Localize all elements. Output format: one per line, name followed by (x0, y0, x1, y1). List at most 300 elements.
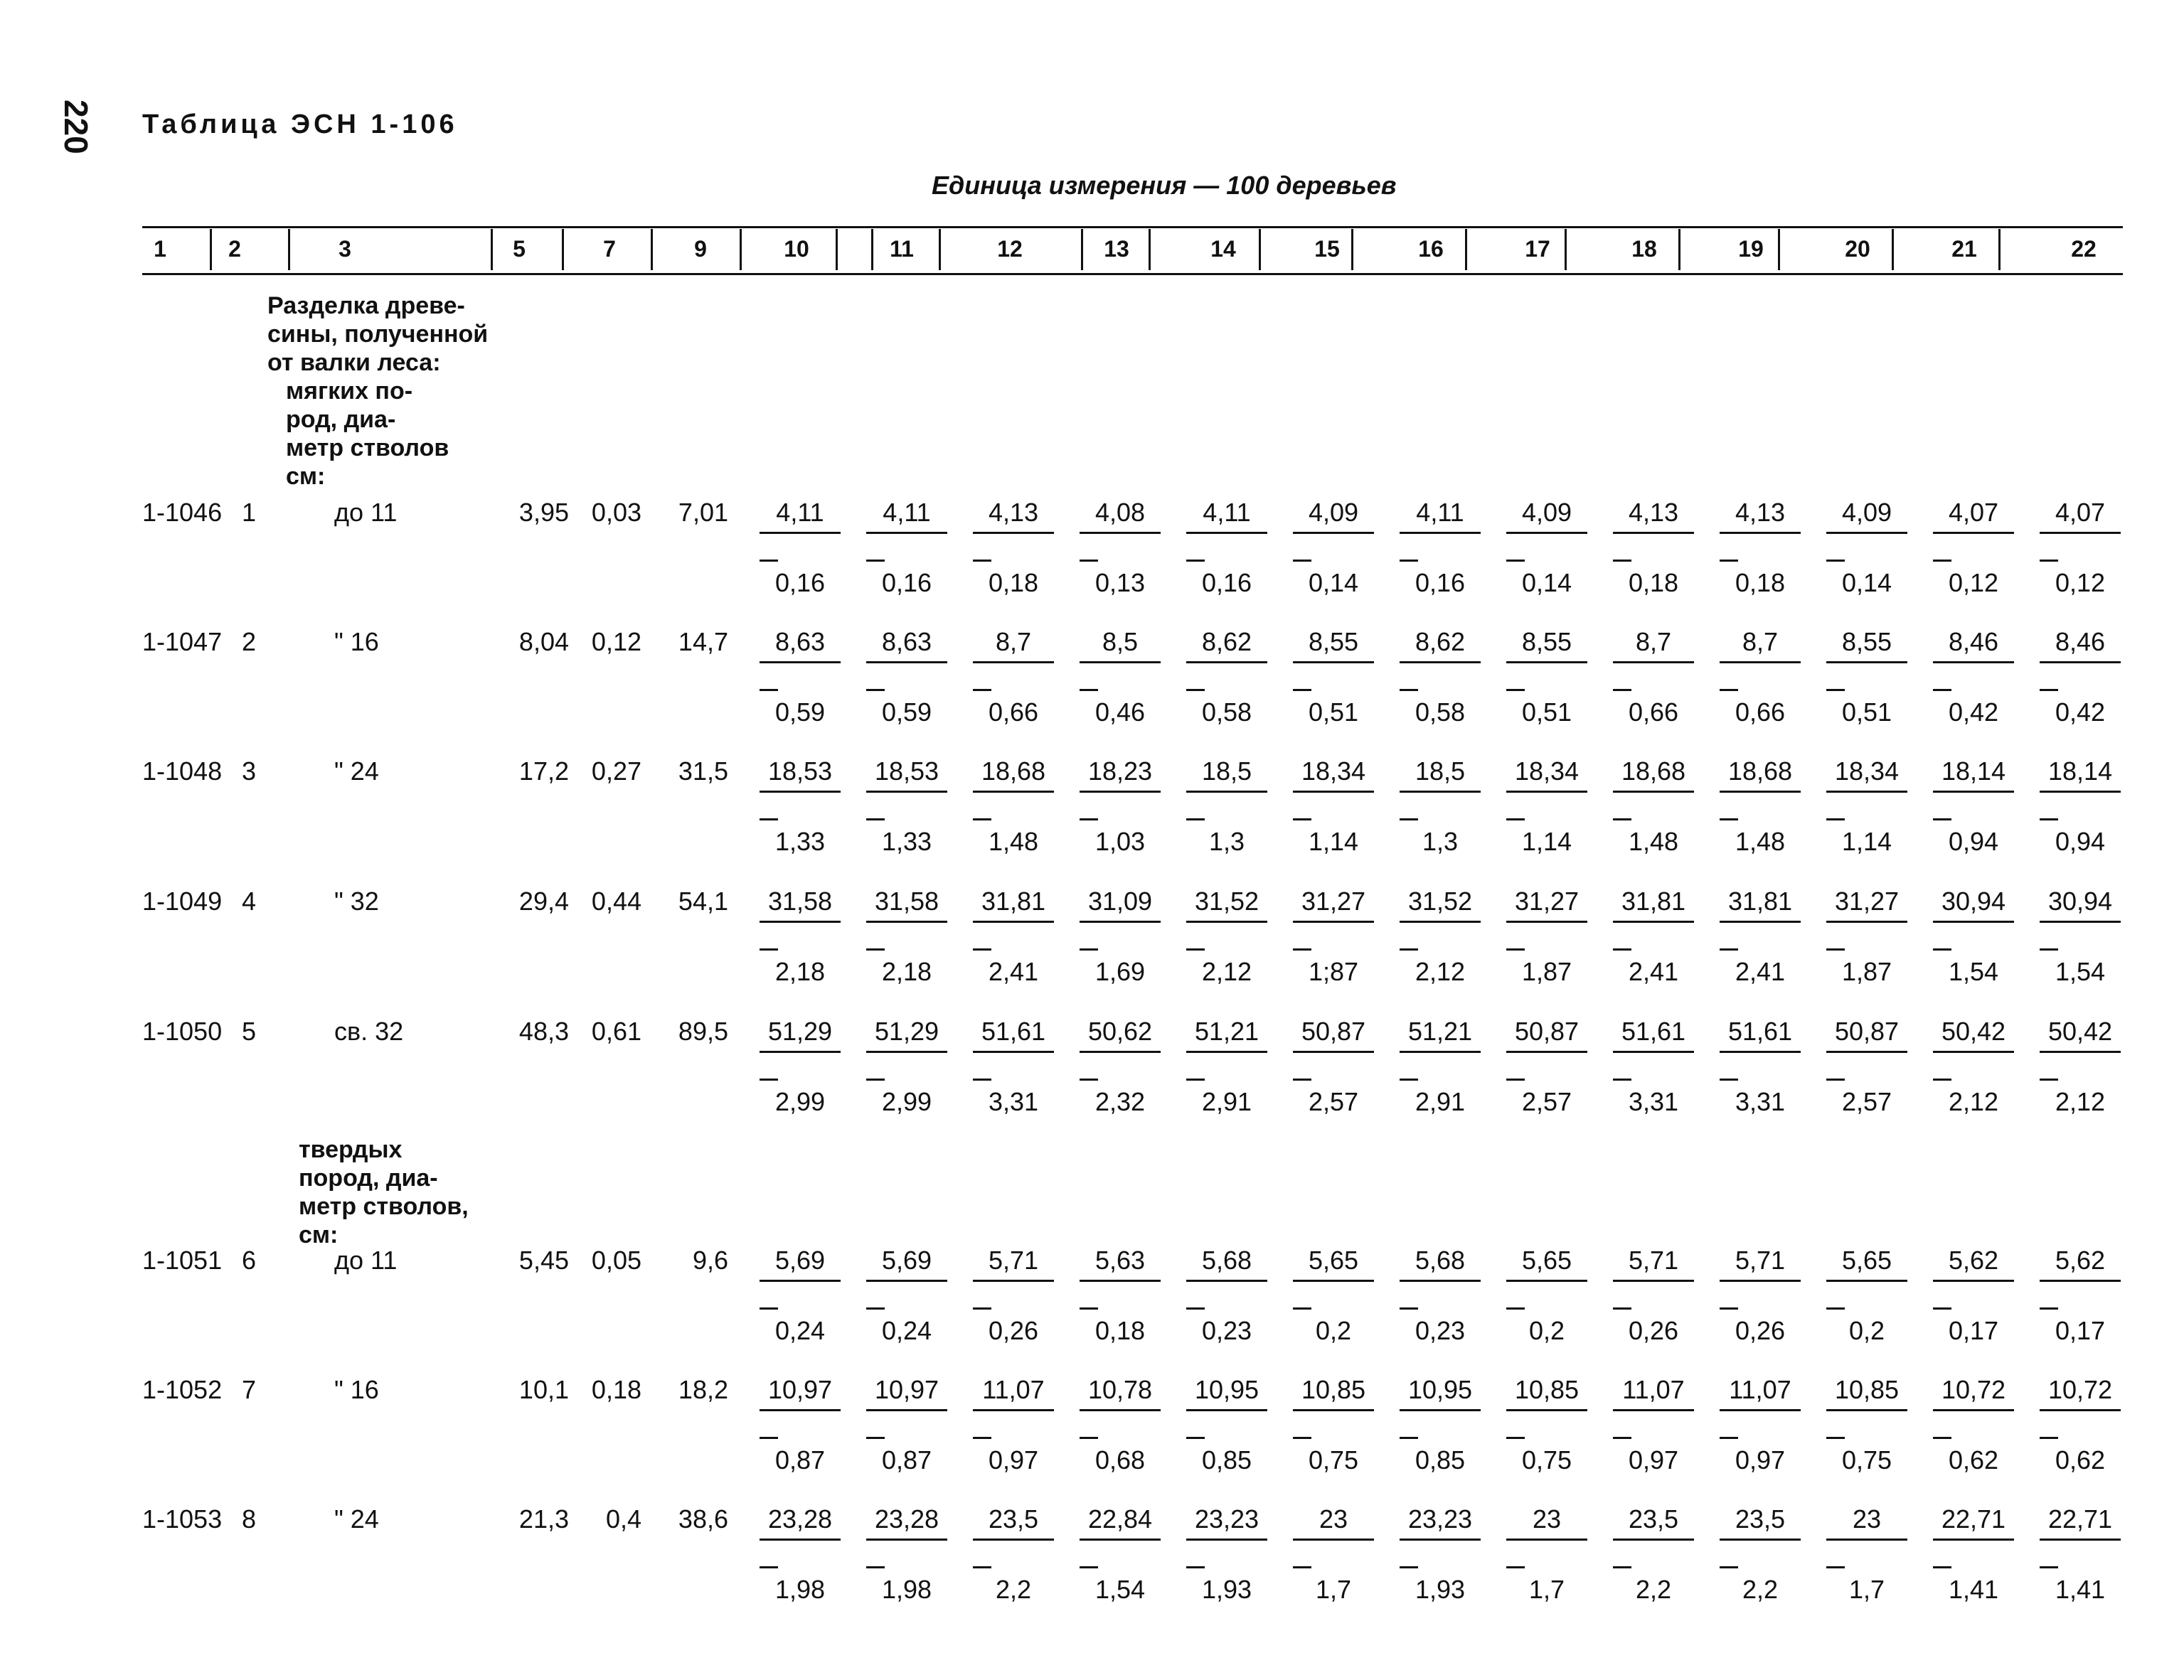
fraction-bar (1720, 1051, 1801, 1084)
fraction-bar (1826, 1409, 1907, 1443)
row-number: 2 (242, 627, 257, 656)
row-number: 3 (242, 756, 257, 786)
fraction-denominator: 1,54 (1094, 1575, 1146, 1604)
fraction-bar (1613, 1051, 1694, 1084)
fraction-denominator: 2,99 (881, 1087, 932, 1116)
fraction-denominator: 0,17 (1948, 1316, 1999, 1345)
row-number: 1 (242, 498, 257, 527)
fraction-denominator: 1,98 (774, 1575, 826, 1604)
header-bottom-rule (142, 273, 2123, 275)
fraction-cell (1607, 1246, 1700, 1346)
fraction-cell (1181, 627, 1273, 727)
fraction-bar (1400, 921, 1481, 954)
fraction-bar (1506, 1539, 1587, 1572)
fraction-numerator: 8,7 (995, 627, 1032, 656)
fraction-denominator: 0,94 (2055, 827, 2106, 856)
fraction-denominator: 0,42 (1948, 697, 1999, 727)
col7-value: 0,27 (591, 756, 641, 786)
fraction-bar (1080, 661, 1161, 695)
fraction-cell (754, 1017, 846, 1117)
fraction-bar (1293, 921, 1374, 954)
col5-value: 29,4 (518, 887, 569, 916)
fraction-bar (1080, 1051, 1161, 1084)
fraction-cell (1287, 1017, 1380, 1117)
fraction-cell (967, 498, 1060, 598)
fraction-denominator: 0,16 (1201, 568, 1252, 597)
fraction-bar (1080, 1280, 1161, 1313)
fraction-bar (1186, 661, 1267, 695)
fraction-denominator: 0,18 (1094, 1316, 1146, 1345)
fraction-cell (1394, 627, 1486, 727)
fraction-cell (1181, 498, 1273, 598)
fraction-bar (2040, 1051, 2121, 1084)
column-header: 19 (1738, 236, 1764, 262)
row-number: 4 (242, 887, 257, 916)
fraction-numerator: 31,81 (1727, 887, 1793, 916)
fraction-cell (1607, 498, 1700, 598)
diameter-label: " 24 (334, 1504, 379, 1534)
section-soft-wood-description (267, 291, 488, 491)
fraction-cell (1501, 887, 1593, 987)
fraction-numerator: 5,65 (1521, 1246, 1572, 1275)
fraction-cell (1181, 1375, 1273, 1475)
fraction-denominator: 1,41 (1948, 1575, 1999, 1604)
fraction-numerator: 31,58 (767, 887, 833, 916)
column-header: 16 (1418, 236, 1444, 262)
fraction-numerator: 8,7 (1742, 627, 1779, 656)
fraction-denominator: 2,41 (988, 957, 1039, 986)
fraction-denominator: 0,94 (1948, 827, 1999, 856)
fraction-cell (2034, 1017, 2126, 1117)
fraction-cell (861, 1246, 953, 1346)
fraction-cell (754, 1504, 846, 1605)
fraction-bar (1933, 1280, 2014, 1313)
fraction-bar (1293, 791, 1374, 824)
diameter-label: св. 32 (334, 1017, 404, 1046)
fraction-denominator: 1,69 (1094, 957, 1146, 986)
fraction-numerator: 4,09 (1521, 498, 1572, 527)
col9-value: 7,01 (678, 498, 728, 527)
fraction-numerator: 23 (1532, 1504, 1562, 1534)
fraction-cell (1501, 1246, 1593, 1346)
fraction-denominator: 2,57 (1521, 1087, 1572, 1116)
fraction-denominator: 0,59 (881, 697, 932, 727)
fraction-numerator: 4,07 (2055, 498, 2106, 527)
column-separator (1565, 229, 1567, 270)
fraction-cell (1607, 627, 1700, 727)
fraction-bar (1293, 661, 1374, 695)
fraction-denominator: 1,03 (1094, 827, 1146, 856)
fraction-cell (1501, 1017, 1593, 1117)
fraction-bar (1613, 532, 1694, 565)
fraction-bar (1826, 661, 1907, 695)
fraction-cell (967, 1375, 1060, 1475)
row-number: 8 (242, 1504, 257, 1534)
fraction-bar (1506, 1409, 1587, 1443)
fraction-denominator: 0,51 (1308, 697, 1359, 727)
norm-code: 1-1048 (142, 756, 223, 786)
desc-line: твердых (299, 1136, 403, 1163)
fraction-numerator: 31,27 (1834, 887, 1900, 916)
fraction-denominator: 0,59 (774, 697, 826, 727)
fraction-cell (861, 1504, 953, 1605)
fraction-denominator: 0,2 (1528, 1316, 1565, 1345)
fraction-cell (754, 1375, 846, 1475)
fraction-bar (1080, 1409, 1161, 1443)
fraction-cell (1394, 1017, 1486, 1117)
fraction-bar (1826, 921, 1907, 954)
fraction-denominator: 1,33 (774, 827, 826, 856)
fraction-bar (1613, 1280, 1694, 1313)
fraction-denominator: 1,87 (1841, 957, 1892, 986)
column-header: 14 (1210, 236, 1236, 262)
column-header: 21 (1951, 236, 1977, 262)
fraction-bar (1186, 1280, 1267, 1313)
fraction-numerator: 8,55 (1521, 627, 1572, 656)
fraction-cell (1821, 627, 1913, 727)
fraction-denominator: 0,26 (1628, 1316, 1679, 1345)
fraction-cell (2034, 627, 2126, 727)
fraction-numerator: 5,71 (988, 1246, 1039, 1275)
fraction-denominator: 0,18 (988, 568, 1039, 597)
fraction-denominator: 1,48 (988, 827, 1039, 856)
fraction-cell (1927, 627, 2020, 727)
fraction-bar (2040, 1409, 2121, 1443)
fraction-numerator: 18,53 (767, 756, 833, 786)
fraction-denominator: 0,66 (1735, 697, 1786, 727)
fraction-denominator: 2,91 (1415, 1087, 1466, 1116)
fraction-bar (1293, 1409, 1374, 1443)
norm-code: 1-1046 (142, 498, 223, 527)
col7-value: 0,05 (591, 1246, 641, 1275)
fraction-cell (1074, 1504, 1166, 1605)
fraction-denominator: 0,14 (1521, 568, 1572, 597)
column-separator (1465, 229, 1467, 270)
fraction-cell (1821, 1375, 1913, 1475)
fraction-numerator: 23,23 (1407, 1504, 1473, 1534)
fraction-denominator: 3,31 (988, 1087, 1039, 1116)
fraction-bar (1506, 532, 1587, 565)
fraction-cell (1181, 756, 1273, 857)
fraction-cell (1181, 1504, 1273, 1605)
fraction-numerator: 50,62 (1087, 1017, 1153, 1046)
fraction-numerator: 23,5 (1628, 1504, 1679, 1534)
col9-value: 18,2 (678, 1375, 728, 1404)
diameter-label: " 24 (334, 756, 379, 786)
desc-line: сины, полученной (267, 321, 489, 348)
fraction-numerator: 10,95 (1194, 1375, 1259, 1404)
desc-line: пород, диа- (299, 1165, 438, 1192)
fraction-cell (861, 627, 953, 727)
fraction-denominator: 3,31 (1735, 1087, 1786, 1116)
fraction-numerator: 31,52 (1407, 887, 1473, 916)
row-number: 6 (242, 1246, 257, 1275)
fraction-numerator: 50,87 (1514, 1017, 1580, 1046)
fraction-bar (1293, 1280, 1374, 1313)
fraction-numerator: 50,87 (1301, 1017, 1366, 1046)
fraction-denominator: 2,32 (1094, 1087, 1146, 1116)
fraction-numerator: 18,34 (1301, 756, 1366, 786)
fraction-bar (760, 1409, 841, 1443)
fraction-bar (2040, 532, 2121, 565)
column-header: 9 (694, 236, 707, 262)
fraction-cell (1714, 1375, 1806, 1475)
fraction-denominator: 2,12 (1201, 957, 1252, 986)
desc-line: от валки леса: (267, 349, 441, 376)
fraction-cell (1927, 1246, 2020, 1346)
fraction-numerator: 8,62 (1415, 627, 1466, 656)
fraction-numerator: 31,09 (1087, 887, 1153, 916)
fraction-bar (866, 921, 947, 954)
column-header: 11 (890, 236, 914, 262)
fraction-cell (861, 1375, 953, 1475)
fraction-cell (2034, 1504, 2126, 1605)
column-separator (1778, 229, 1780, 270)
fraction-cell (1607, 756, 1700, 857)
fraction-numerator: 51,21 (1194, 1017, 1259, 1046)
fraction-numerator: 8,7 (1635, 627, 1672, 656)
fraction-denominator: 2,57 (1308, 1087, 1359, 1116)
norm-code: 1-1051 (142, 1246, 223, 1275)
fraction-numerator: 18,34 (1514, 756, 1580, 786)
fraction-bar (1400, 1409, 1481, 1443)
fraction-cell (1287, 627, 1380, 727)
fraction-numerator: 8,46 (2055, 627, 2106, 656)
fraction-bar (973, 791, 1054, 824)
fraction-cell (861, 756, 953, 857)
fraction-cell (1181, 1246, 1273, 1346)
desc-line: см: (286, 463, 326, 490)
fraction-cell (1607, 887, 1700, 987)
header-top-rule (142, 226, 2123, 228)
fraction-denominator: 0,26 (1735, 1316, 1786, 1345)
fraction-bar (760, 1539, 841, 1572)
col5-value: 21,3 (518, 1504, 569, 1534)
fraction-numerator: 22,71 (2047, 1504, 2113, 1534)
column-header: 20 (1845, 236, 1870, 262)
fraction-numerator: 31,81 (1621, 887, 1686, 916)
fraction-denominator: 1,98 (881, 1575, 932, 1604)
row-number: 5 (242, 1017, 257, 1046)
fraction-cell (967, 887, 1060, 987)
fraction-bar (1186, 532, 1267, 565)
fraction-denominator: 1,7 (1315, 1575, 1352, 1604)
fraction-bar (1933, 1409, 2014, 1443)
fraction-numerator: 31,52 (1194, 887, 1259, 916)
column-separator (740, 229, 742, 270)
fraction-denominator: 2,41 (1628, 957, 1679, 986)
fraction-bar (1400, 1539, 1481, 1572)
fraction-bar (1080, 1539, 1161, 1572)
fraction-numerator: 23 (1319, 1504, 1348, 1534)
fraction-denominator: 0,12 (2055, 568, 2106, 597)
fraction-denominator: 0,97 (1735, 1445, 1786, 1475)
fraction-denominator: 0,14 (1308, 568, 1359, 597)
fraction-bar (1080, 532, 1161, 565)
fraction-denominator: 1,7 (1848, 1575, 1885, 1604)
fraction-bar (973, 1280, 1054, 1313)
fraction-bar (973, 661, 1054, 695)
column-separator (288, 229, 290, 270)
fraction-denominator: 2,12 (1948, 1087, 1999, 1116)
fraction-bar (973, 1539, 1054, 1572)
fraction-numerator: 8,55 (1841, 627, 1892, 656)
fraction-cell (967, 1246, 1060, 1346)
fraction-cell (1074, 1375, 1166, 1475)
fraction-cell (1821, 498, 1913, 598)
fraction-cell (1714, 627, 1806, 727)
fraction-denominator: 1,93 (1201, 1575, 1252, 1604)
fraction-numerator: 5,65 (1308, 1246, 1359, 1275)
fraction-bar (1933, 791, 2014, 824)
fraction-bar (1186, 921, 1267, 954)
fraction-denominator: 1,14 (1841, 827, 1892, 856)
fraction-bar (1186, 1051, 1267, 1084)
col5-value: 3,95 (518, 498, 569, 527)
col9-value: 38,6 (678, 1504, 728, 1534)
section-hard-wood-description (299, 1135, 469, 1249)
fraction-cell (1927, 1375, 2020, 1475)
fraction-numerator: 5,63 (1094, 1246, 1146, 1275)
fraction-denominator: 0,75 (1521, 1445, 1572, 1475)
fraction-denominator: 0,23 (1415, 1316, 1466, 1345)
col7-value: 0,18 (591, 1375, 641, 1404)
fraction-numerator: 10,78 (1087, 1375, 1153, 1404)
fraction-bar (1720, 532, 1801, 565)
fraction-bar (2040, 921, 2121, 954)
fraction-numerator: 30,94 (1941, 887, 2006, 916)
fraction-denominator: 2,2 (995, 1575, 1032, 1604)
fraction-numerator: 18,14 (2047, 756, 2113, 786)
fraction-bar (866, 1409, 947, 1443)
column-separator (1892, 229, 1894, 270)
col7-value: 0,61 (591, 1017, 641, 1046)
fraction-bar (1826, 532, 1907, 565)
diameter-label: " 16 (334, 627, 379, 656)
fraction-bar (1506, 1280, 1587, 1313)
col7-value: 0,03 (591, 498, 641, 527)
fraction-denominator: 1,41 (2055, 1575, 2106, 1604)
column-header: 10 (784, 236, 809, 262)
fraction-cell (2034, 887, 2126, 987)
col9-value: 31,5 (678, 756, 728, 786)
fraction-numerator: 23 (1852, 1504, 1882, 1534)
fraction-denominator: 2,99 (774, 1087, 826, 1116)
fraction-cell (1287, 1246, 1380, 1346)
fraction-cell (861, 1017, 953, 1117)
fraction-numerator: 5,68 (1201, 1246, 1252, 1275)
fraction-numerator: 11,07 (1729, 1375, 1791, 1404)
col7-value: 0,12 (591, 627, 641, 656)
fraction-numerator: 4,07 (1948, 498, 1999, 527)
column-separator (836, 229, 838, 270)
fraction-denominator: 0,87 (881, 1445, 932, 1475)
fraction-bar (1400, 791, 1481, 824)
col5-value: 17,2 (518, 756, 569, 786)
fraction-cell (861, 498, 953, 598)
fraction-numerator: 4,09 (1308, 498, 1359, 527)
fraction-bar (760, 1280, 841, 1313)
col5-value: 48,3 (518, 1017, 569, 1046)
fraction-numerator: 5,69 (881, 1246, 932, 1275)
fraction-bar (1400, 532, 1481, 565)
fraction-denominator: 1,87 (1521, 957, 1572, 986)
fraction-cell (1607, 1375, 1700, 1475)
fraction-denominator: 0,18 (1628, 568, 1679, 597)
fraction-numerator: 5,71 (1628, 1246, 1679, 1275)
col7-value: 0,44 (591, 887, 641, 916)
table-title: Таблица ЭСН 1-106 (142, 109, 458, 139)
fraction-denominator: 0,23 (1201, 1316, 1252, 1345)
column-header: 13 (1104, 236, 1129, 262)
fraction-numerator: 18,68 (1727, 756, 1793, 786)
fraction-denominator: 1,7 (1528, 1575, 1565, 1604)
fraction-numerator: 31,27 (1514, 887, 1580, 916)
fraction-denominator: 0,51 (1841, 697, 1892, 727)
fraction-denominator: 2,12 (2055, 1087, 2106, 1116)
column-separator (1081, 229, 1083, 270)
fraction-denominator: 2,2 (1635, 1575, 1672, 1604)
fraction-cell (1927, 498, 2020, 598)
fraction-bar (1613, 661, 1694, 695)
fraction-cell (861, 887, 953, 987)
diameter-label: до 11 (334, 1246, 398, 1275)
fraction-numerator: 8,46 (1948, 627, 1999, 656)
fraction-denominator: 0,75 (1308, 1445, 1359, 1475)
col5-value: 5,45 (518, 1246, 569, 1275)
fraction-numerator: 8,63 (881, 627, 932, 656)
fraction-denominator: 1,3 (1422, 827, 1459, 856)
fraction-bar (866, 1051, 947, 1084)
fraction-cell (1501, 498, 1593, 598)
fraction-numerator: 10,72 (2047, 1375, 2113, 1404)
fraction-denominator: 0,42 (2055, 697, 2106, 727)
unit-of-measure: Единица измерения — 100 деревьев (932, 171, 1397, 200)
fraction-cell (1501, 627, 1593, 727)
fraction-numerator: 4,11 (1203, 498, 1251, 527)
column-header: 3 (339, 236, 351, 262)
fraction-denominator: 0,14 (1841, 568, 1892, 597)
fraction-bar (1933, 532, 2014, 565)
fraction-bar (2040, 1539, 2121, 1572)
fraction-cell (1714, 1504, 1806, 1605)
fraction-numerator: 18,68 (1621, 756, 1686, 786)
fraction-cell (1607, 1504, 1700, 1605)
fraction-cell (1927, 887, 2020, 987)
fraction-denominator: 0,58 (1415, 697, 1466, 727)
fraction-cell (1501, 1375, 1593, 1475)
diameter-label: " 32 (334, 887, 379, 916)
column-header: 7 (603, 236, 616, 262)
fraction-bar (1293, 1539, 1374, 1572)
fraction-cell (1501, 1504, 1593, 1605)
fraction-cell (1181, 887, 1273, 987)
fraction-bar (1400, 1051, 1481, 1084)
diameter-label: " 16 (334, 1375, 379, 1404)
fraction-numerator: 18,14 (1941, 756, 2006, 786)
fraction-denominator: 2,57 (1841, 1087, 1892, 1116)
fraction-numerator: 51,29 (767, 1017, 833, 1046)
fraction-bar (1613, 921, 1694, 954)
fraction-denominator: 0,87 (774, 1445, 826, 1475)
fraction-bar (1186, 1539, 1267, 1572)
fraction-denominator: 0,46 (1094, 697, 1146, 727)
fraction-denominator: 0,16 (881, 568, 932, 597)
fraction-cell (1287, 1504, 1380, 1605)
fraction-numerator: 18,23 (1087, 756, 1153, 786)
fraction-numerator: 10,85 (1301, 1375, 1366, 1404)
fraction-bar (1933, 1539, 2014, 1572)
